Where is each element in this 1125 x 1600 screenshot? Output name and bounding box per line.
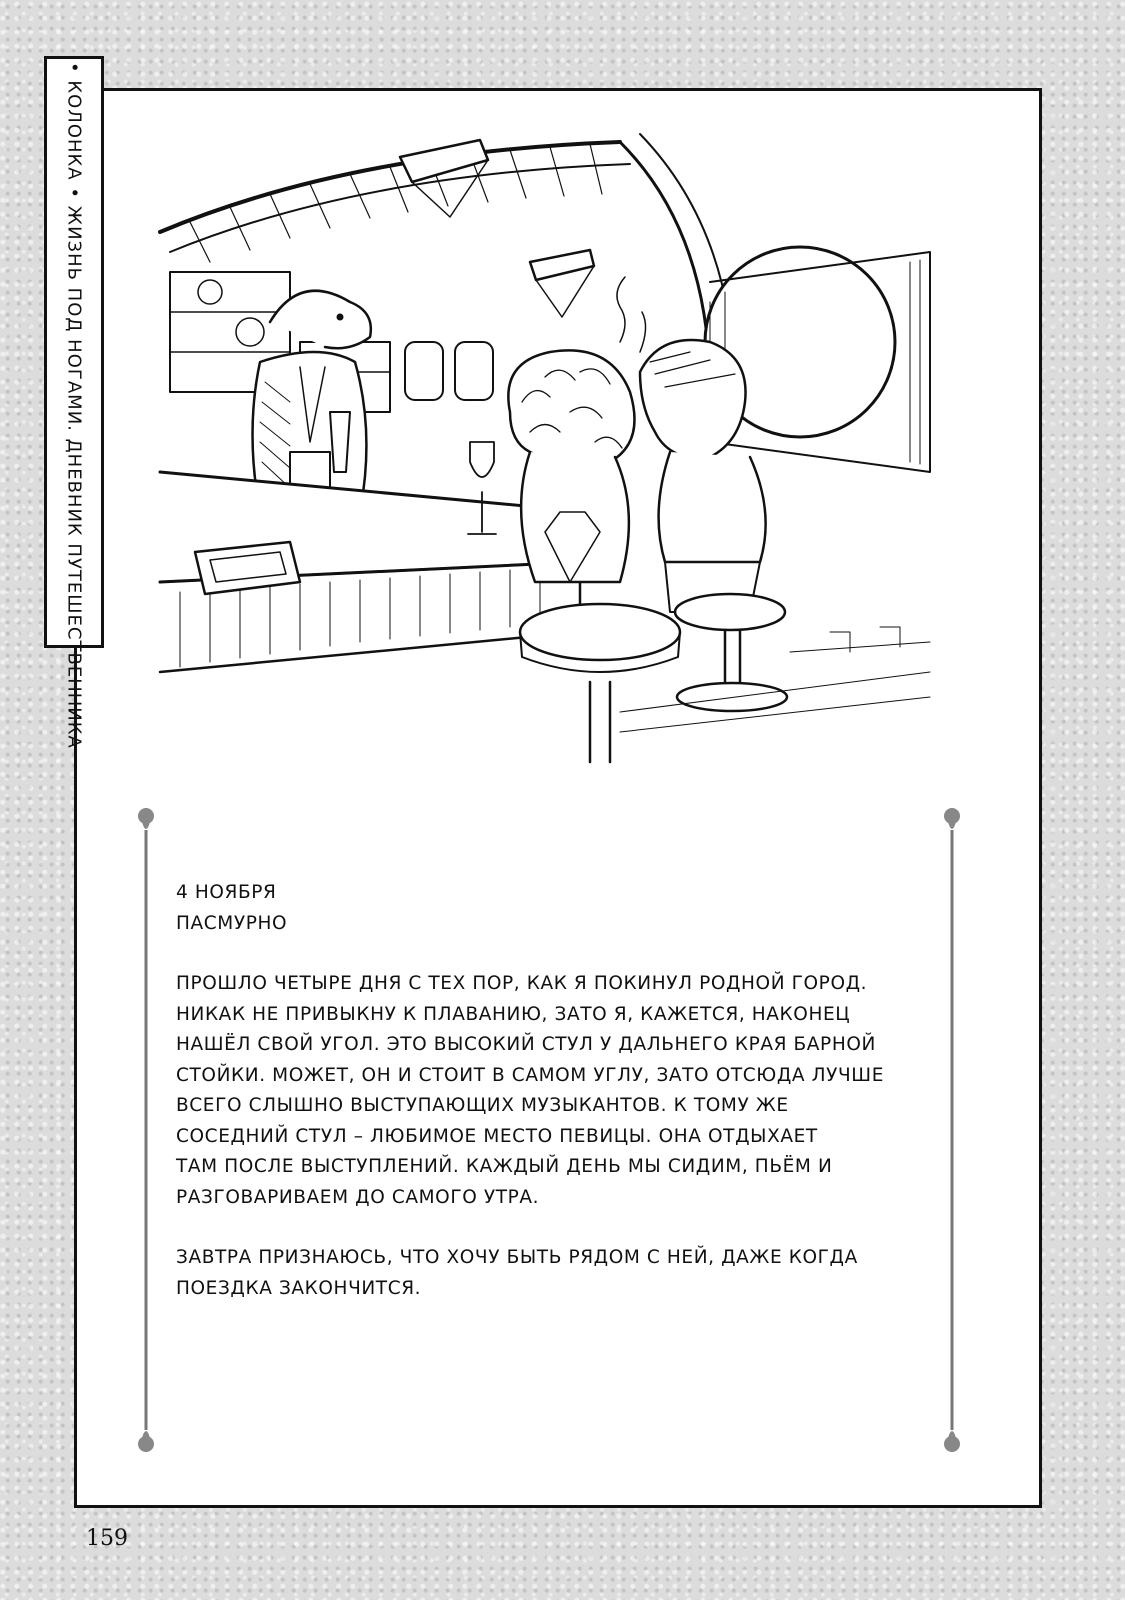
column-title-tab	[44, 56, 104, 749]
diary-line: НАШЁЛ СВОЙ УГОЛ. ЭТО ВЫСОКИЙ СТУЛ У ДАЛЬНЕГО КРАЯ БАРНОЙ	[176, 1034, 876, 1055]
diary-line: РАЗГОВАРИВАЕМ ДО САМОГО УТРА.	[176, 1186, 540, 1208]
diary-date: 4 НОЯБРЯ	[176, 882, 277, 903]
diary-line: ТАМ ПОСЛЕ ВЫСТУПЛЕНИЙ. КАЖДЫЙ ДЕНЬ МЫ СИДИМ, ПЬЁМ И	[176, 1156, 833, 1177]
diary-line: НИКАК НЕ ПРИВЫКНУ К ПЛАВАНИЮ, ЗАТО Я, КАЖЕТСЯ, НАКОНЕЦ	[176, 1003, 851, 1025]
diary-line: ПОЕЗДКА ЗАКОНЧИТСЯ.	[176, 1277, 422, 1299]
diary-line: ВСЕГО СЛЫШНО ВЫСТУПАЮЩИХ МУЗЫКАНТОВ. К ТОМУ ЖЕ	[176, 1095, 789, 1116]
diary-line: СТОЙКИ. МОЖЕТ, ОН И СТОИТ В САМОМ УГЛУ, ЗАТО ОТСЮДА ЛУЧШЕ	[176, 1064, 884, 1086]
diary-line: СОСЕДНИЙ СТУЛ – ЛЮБИМОЕ МЕСТО ПЕВИЦЫ. ОНА ОТДЫХАЕТ	[176, 1125, 818, 1147]
diary-line: ПРОШЛО ЧЕТЫРЕ ДНЯ С ТЕХ ПОР, КАК Я ПОКИНУЛ РОДНОЙ ГОРОД.	[176, 973, 868, 994]
bar-scene-illustration	[150, 112, 940, 782]
diary-entry	[176, 878, 946, 1304]
diary-line: ЗАВТРА ПРИЗНАЮСЬ, ЧТО ХОЧУ БЫТЬ РЯДОМ С НЕЙ, ДАЖЕ КОГДА	[176, 1247, 858, 1268]
page-number: 159	[86, 1526, 128, 1551]
column-title: • КОЛОНКА • ЖИЗНЬ ПОД НОГАМИ. ДНЕВНИК ПУТЕШЕСТВЕННИКА	[63, 62, 85, 749]
diary-weather: ПАСМУРНО	[176, 912, 288, 934]
